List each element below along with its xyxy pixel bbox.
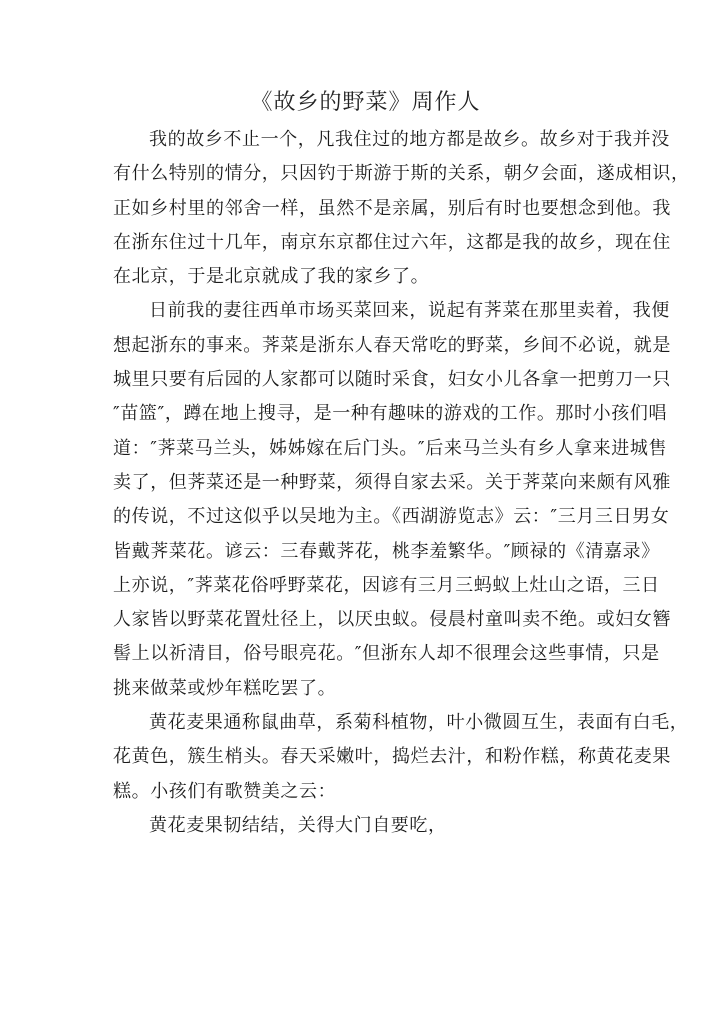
- text-line: 黄花麦果通称鼠曲草，系菊科植物，叶小微圆互生，表面有白毛，: [149, 712, 689, 734]
- text-line: 黄花麦果韧结结，关得大门自要吃，: [149, 814, 447, 836]
- text-line: 正如乡村里的邻舍一样，虽然不是亲属，别后有时也要想念到他。我: [113, 197, 671, 219]
- text-line: 的传说，不过这似乎以吴地为主。《西湖游览志》云：″三月三日男女: [113, 506, 670, 528]
- text-line: 在浙东住过十几年，南京东京都住过六年，这都是我的故乡，现在住: [113, 231, 671, 253]
- text-line: 有什么特别的情分，只因钓于斯游于斯的关系，朝夕会面，遂成相识，: [113, 163, 690, 185]
- document-page: [113, 86, 690, 843]
- text-line: 日前我的妻往西单市场买菜回来，说起有荠菜在那里卖着，我便: [149, 300, 670, 322]
- text-line: 我的故乡不止一个，凡我住过的地方都是故乡。故乡对于我并没: [149, 129, 670, 150]
- text-line: 皆戴荠菜花。谚云：三春戴荠花，桃李羞繁华。″顾禄的《清嘉录》: [113, 540, 660, 562]
- text-line: 卖了，但荠菜还是一种野菜，须得自家去采。关于荠菜向来颇有风雅: [113, 471, 671, 493]
- document-body: [113, 123, 690, 843]
- text-line: 髻上以祈清目，俗号眼亮花。″但浙东人却不很理会这些事情，只是: [113, 643, 660, 665]
- text-line: 在北京，于是北京就成了我的家乡了。: [113, 266, 430, 288]
- text-line: 城里只要有后园的人家都可以随时采食，妇女小儿各拿一把剪刀一只: [113, 369, 671, 391]
- text-line: 想起浙东的事来。荠菜是浙东人春天常吃的野菜，乡间不必说，就是: [113, 334, 671, 356]
- text-line: 人家皆以野菜花置灶径上，以厌虫蚁。侵晨村童叫卖不绝。或妇女簪: [113, 609, 671, 631]
- text-line: 道：″荠菜马兰头，姊姊嫁在后门头。″后来马兰头有乡人拿来进城售: [113, 437, 668, 459]
- text-line: 上亦说，″荠菜花俗呼野菜花，因谚有三月三蚂蚁上灶山之语，三日: [113, 574, 660, 596]
- text-line: ″苗篮″，蹲在地上搜寻，是一种有趣味的游戏的工作。那时小孩们唱: [113, 403, 668, 425]
- text-line: 糕。小孩们有歌赞美之云：: [113, 780, 337, 802]
- document-title: 《故乡的野菜》周作人: [250, 90, 481, 115]
- text-line: 花黄色，簇生梢头。春天采嫩叶，捣烂去汁，和粉作糕，称黄花麦果: [113, 746, 671, 768]
- text-line: 挑来做菜或炒年糕吃罢了。: [113, 677, 337, 699]
